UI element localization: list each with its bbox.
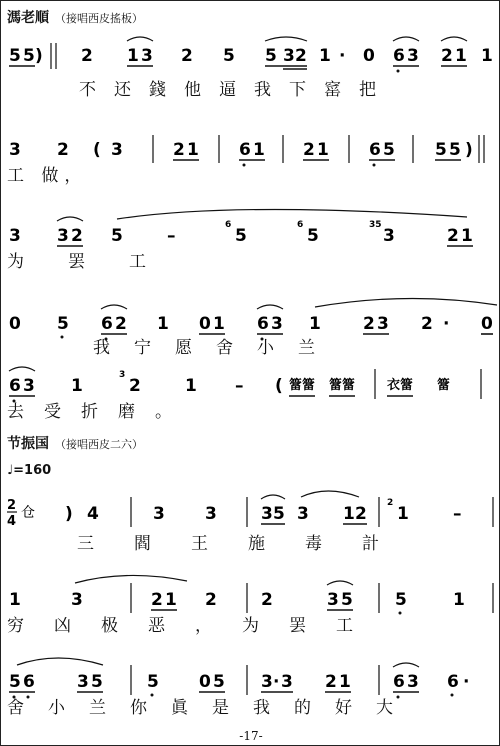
note: 1 bbox=[127, 46, 139, 66]
note: 4 bbox=[87, 504, 99, 524]
bracket: ) bbox=[465, 140, 473, 160]
note: 0 bbox=[363, 46, 375, 66]
grace-note: 35 bbox=[369, 220, 382, 230]
note: 2 bbox=[363, 314, 375, 334]
note: 5 bbox=[9, 672, 21, 692]
grace-note: 6 bbox=[225, 220, 232, 230]
note: 3 bbox=[327, 590, 339, 610]
note: 0 bbox=[9, 314, 21, 334]
lyric-line: 舍小兰你眞是我的好大 bbox=[7, 698, 417, 718]
performance-note: （接唱西皮二六） bbox=[55, 438, 143, 451]
note: 3 bbox=[377, 314, 389, 334]
lyrics-8 bbox=[7, 693, 417, 718]
lyrics-5 bbox=[7, 397, 192, 422]
note: 3 bbox=[283, 46, 295, 66]
note: 3 bbox=[111, 140, 123, 160]
note: 1 bbox=[309, 314, 321, 334]
dot: · bbox=[273, 672, 280, 692]
lyric-line: 三閻王施毒計 bbox=[77, 534, 419, 554]
lyric-line: 去受折磨。 bbox=[7, 402, 192, 422]
stave-1-notation bbox=[7, 31, 495, 77]
time-sig-bottom: 4 bbox=[7, 514, 17, 529]
note: 5 bbox=[395, 590, 407, 610]
note: 3 bbox=[71, 590, 83, 610]
bracket: ( bbox=[93, 140, 101, 160]
note: 6 bbox=[393, 46, 405, 66]
note: 5 bbox=[235, 226, 247, 246]
performance-note: （接唱西皮搖板） bbox=[55, 12, 143, 25]
note: 3 bbox=[57, 226, 69, 246]
lyric-line: 不还錢他逼我下窰把 bbox=[79, 80, 394, 100]
lyrics-3 bbox=[7, 247, 190, 272]
note: 2 bbox=[151, 590, 163, 610]
lyrics-1 bbox=[79, 75, 394, 100]
section-header-1 bbox=[7, 7, 143, 27]
dash: – bbox=[167, 226, 176, 246]
note: 5 bbox=[449, 140, 461, 160]
note: 1 bbox=[185, 376, 197, 396]
lyric-line: 穷凶极恶，为罢工 bbox=[7, 616, 383, 636]
note: 5 bbox=[341, 590, 353, 610]
lyric-line: 为罢工 bbox=[7, 252, 190, 272]
stave-1 bbox=[7, 31, 495, 77]
note: 2 bbox=[57, 140, 69, 160]
note: 0 bbox=[199, 672, 211, 692]
note: 2 bbox=[441, 46, 453, 66]
note: 3 bbox=[261, 504, 273, 524]
dot: · bbox=[339, 46, 346, 66]
note: 1 bbox=[317, 140, 329, 160]
note: 3 bbox=[153, 504, 165, 524]
note: 2 bbox=[71, 226, 83, 246]
percussion: 簹簹 bbox=[289, 378, 316, 393]
note: 1 bbox=[157, 314, 169, 334]
character-name: 溤老順 bbox=[7, 10, 49, 26]
grace-note: 3 bbox=[119, 370, 126, 380]
note: 3 bbox=[407, 672, 419, 692]
note: 1 bbox=[455, 46, 467, 66]
note: 1 bbox=[9, 590, 21, 610]
time-sig-top: 2 bbox=[7, 498, 17, 513]
note: 6 bbox=[23, 672, 35, 692]
note: 5 bbox=[213, 672, 225, 692]
note: 1 bbox=[397, 504, 409, 524]
tempo-mark: ♩=160 bbox=[7, 463, 52, 478]
note: 3 bbox=[205, 504, 217, 524]
note: 5 bbox=[9, 46, 21, 66]
note: 2 bbox=[261, 590, 273, 610]
note: 1 bbox=[213, 314, 225, 334]
note: 2 bbox=[325, 672, 337, 692]
note: 3 bbox=[271, 314, 283, 334]
note: 6 bbox=[257, 314, 269, 334]
dot: · bbox=[443, 314, 450, 334]
note: 3 bbox=[383, 226, 395, 246]
note: 6 bbox=[101, 314, 113, 334]
dash: – bbox=[453, 504, 462, 524]
note: 5 bbox=[383, 140, 395, 160]
note: 2 bbox=[115, 314, 127, 334]
note: 5 bbox=[265, 46, 277, 66]
note: 6 bbox=[369, 140, 381, 160]
note: 1 bbox=[319, 46, 331, 66]
note: 3 bbox=[9, 140, 21, 160]
note: 3 bbox=[297, 504, 309, 524]
note: 3 bbox=[9, 226, 21, 246]
note: 1 bbox=[187, 140, 199, 160]
note: 5 bbox=[111, 226, 123, 246]
note: 3 bbox=[407, 46, 419, 66]
note: 2 bbox=[447, 226, 459, 246]
grace-note: 6 bbox=[297, 220, 304, 230]
note: 0 bbox=[481, 314, 493, 334]
percussion: 衣簹 bbox=[387, 378, 414, 393]
note: 2 bbox=[81, 46, 93, 66]
note: 5 bbox=[57, 314, 69, 334]
note: 2 bbox=[173, 140, 185, 160]
note: 1 bbox=[339, 672, 351, 692]
lyric-line: 工 做， bbox=[7, 166, 88, 186]
note: 5 bbox=[273, 504, 285, 524]
note: 6 bbox=[9, 376, 21, 396]
note: 1 bbox=[461, 226, 473, 246]
percussion: 仓 bbox=[21, 505, 35, 521]
note: 6 bbox=[447, 672, 459, 692]
lyrics-2 bbox=[7, 161, 87, 186]
note: 5 bbox=[223, 46, 235, 66]
percussion: 簹簹 bbox=[329, 378, 356, 393]
note: 2 bbox=[295, 46, 307, 66]
note: 1 bbox=[253, 140, 265, 160]
lyric-line: 我宁愿舍小兰 bbox=[93, 338, 339, 358]
grace-note: 2 bbox=[387, 498, 394, 508]
note: 6 bbox=[393, 672, 405, 692]
note: 5 bbox=[23, 46, 35, 66]
note: 1 bbox=[481, 46, 493, 66]
note: 5 bbox=[435, 140, 447, 160]
note: 2 bbox=[205, 590, 217, 610]
dot: · bbox=[463, 672, 470, 692]
note: 1 bbox=[71, 376, 83, 396]
note: 2 bbox=[421, 314, 433, 334]
section-header-2 bbox=[7, 433, 143, 453]
note: 3 bbox=[23, 376, 35, 396]
lyrics-6 bbox=[77, 529, 419, 554]
note: 6 bbox=[239, 140, 251, 160]
dash: – bbox=[235, 376, 244, 396]
note: 5 bbox=[307, 226, 319, 246]
percussion: 簹 bbox=[437, 378, 451, 393]
note: 1 bbox=[453, 590, 465, 610]
note: 3 bbox=[281, 672, 293, 692]
note: 2 bbox=[181, 46, 193, 66]
bracket: ( bbox=[275, 376, 283, 396]
lyrics-7 bbox=[7, 611, 383, 636]
note: 0 bbox=[199, 314, 211, 334]
note: 3 bbox=[141, 46, 153, 66]
bracket: ) bbox=[35, 46, 43, 66]
character-name: 节振国 bbox=[7, 436, 49, 452]
note: 5 bbox=[91, 672, 103, 692]
note: 1 bbox=[165, 590, 177, 610]
note: 3 bbox=[77, 672, 89, 692]
note: 1 bbox=[343, 504, 355, 524]
bracket: ) bbox=[65, 504, 73, 524]
note: 2 bbox=[355, 504, 367, 524]
note: 3 bbox=[261, 672, 273, 692]
page-number: -17- bbox=[239, 729, 263, 743]
note: 2 bbox=[303, 140, 315, 160]
note: 2 bbox=[129, 376, 141, 396]
lyrics-4 bbox=[93, 333, 339, 358]
note: 5 bbox=[147, 672, 159, 692]
